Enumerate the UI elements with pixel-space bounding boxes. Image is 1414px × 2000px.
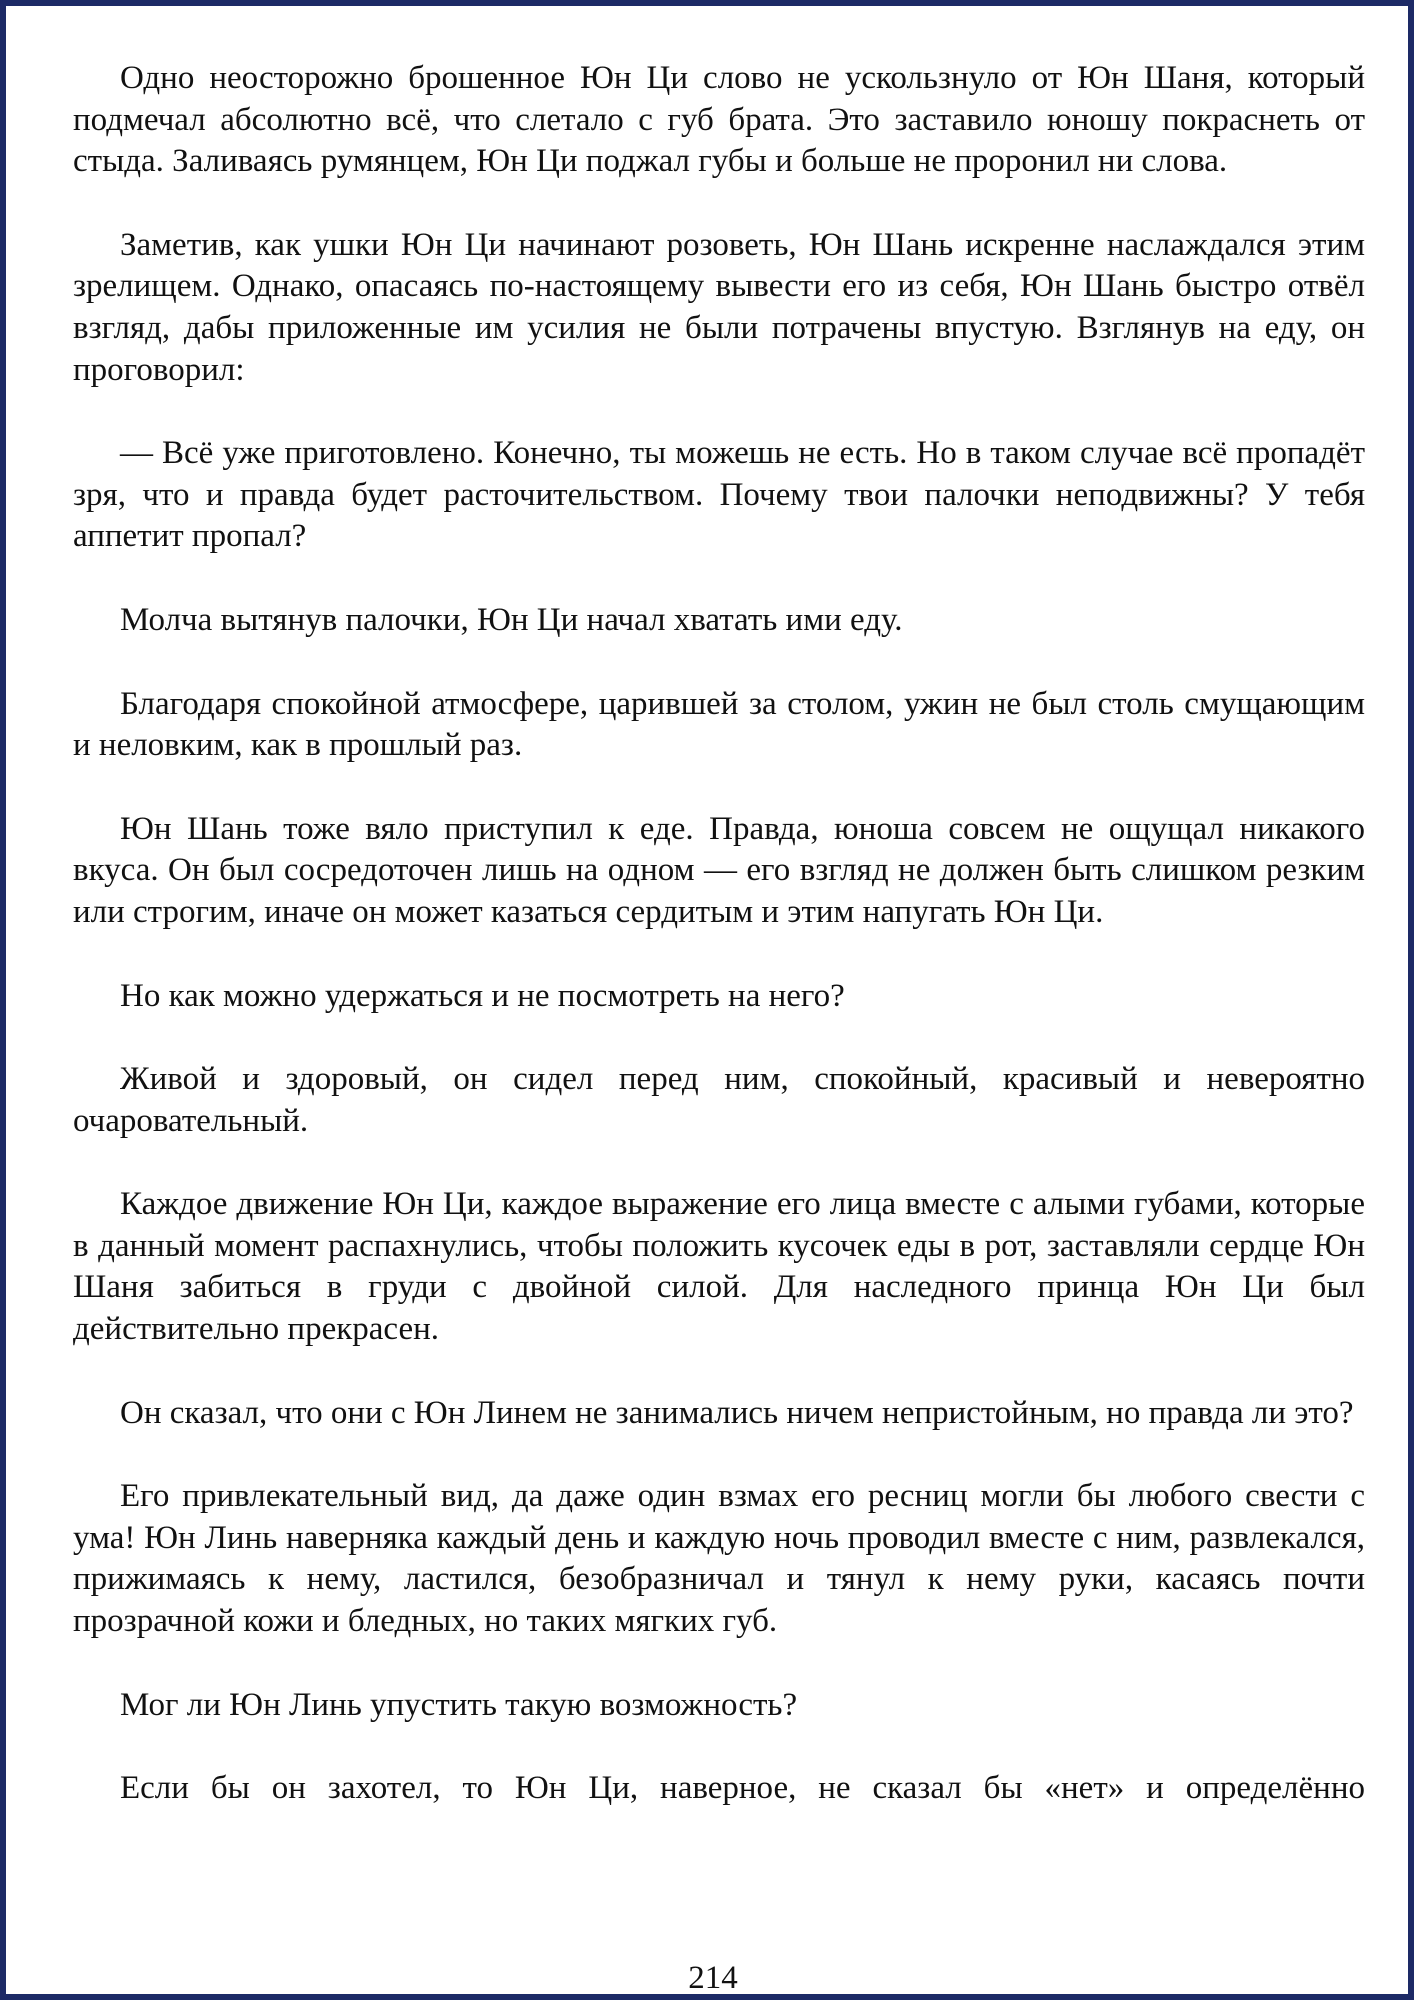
paragraph-8: Живой и здоровый, он сидел перед ним, спокойный, красивый и невероятно очаровательный. [73,1061,1365,1139]
paragraph-3: — Всё уже приготовлено. Конечно, ты можешь не есть. Но в таком случае всё пропадёт зря, что и правда будет расточительством. Почему твои палочки неподвижны? У тебя аппетит пропал? [73,435,1365,555]
paragraph-9: Каждое движение Юн Ци, каждое выражение его лица вместе с алыми губами, которые в данный момент распахнулись, чтобы положить кусочек еды в рот, заставляли сердце Юн Шаня забиться в груди с двойной силой. Для наследного принца Юн Ци был действительно прекрасен. [73,1186,1365,1348]
paragraph-1: Одно неосторожно брошенное Юн Ци слово не ускользнуло от Юн Шаня, который подмечал абсолютно всё, что слетало с губ брата. Это заставило юношу покраснеть от стыда. Заливаясь румянцем, Юн Ци поджал губы и больше не проронил ни слова. [73,60,1365,180]
paragraph-7: Но как можно удержаться и не посмотреть на него? [120,977,845,1014]
paragraph-13: Если бы он захотел, то Юн Ци, наверное, не сказал бы «нет» и определённо [120,1770,1365,1807]
page-text-body [73,58,1365,1810]
paragraph-12: Мог ли Юн Линь упустить такую возможность? [120,1686,798,1723]
paragraph-5: Благодаря спокойной атмосфере, царившей за столом, ужин не был столь смущающим и неловким, как в прошлый раз. [73,685,1365,764]
paragraph-4: Молча вытянув палочки, Юн Ци начал хватать ими еду. [120,601,903,638]
paragraph-10: Он сказал, что они с Юн Линем не занимались ничем непристойным, но правда ли это? [120,1394,1354,1431]
paragraph-11: Его привлекательный вид, да даже один взмах его ресниц могли бы любого свести с ума! Юн Линь наверняка каждый день и каждую ночь проводил вместе с ним, развлекался, прижимаясь к нему, ластился, безобразничал и тянул к нему руки, касаясь почти прозрачной кожи и бледных, но таких мягких губ. [73,1478,1365,1640]
paragraph-2: Заметив, как ушки Юн Ци начинают розоветь, Юн Шань искренне наслаждался этим зрелищем. Однако, опасаясь по-настоящему вывести его из себя, Юн Шань быстро отвёл взгляд, дабы приложенные им усилия не были потрачены впустую. Взглянув на еду, он проговорил: [73,226,1365,388]
paragraph-6: Юн Шань тоже вяло приступил к еде. Правда, юноша совсем не ощущал никакого вкуса. Он был сосредоточен лишь на одном — его взгляд не должен быть слишком резким или строгим, иначе он может казаться сердитым и этим напугать Юн Ци. [73,810,1365,930]
page-number: 214 [688,1960,738,1996]
